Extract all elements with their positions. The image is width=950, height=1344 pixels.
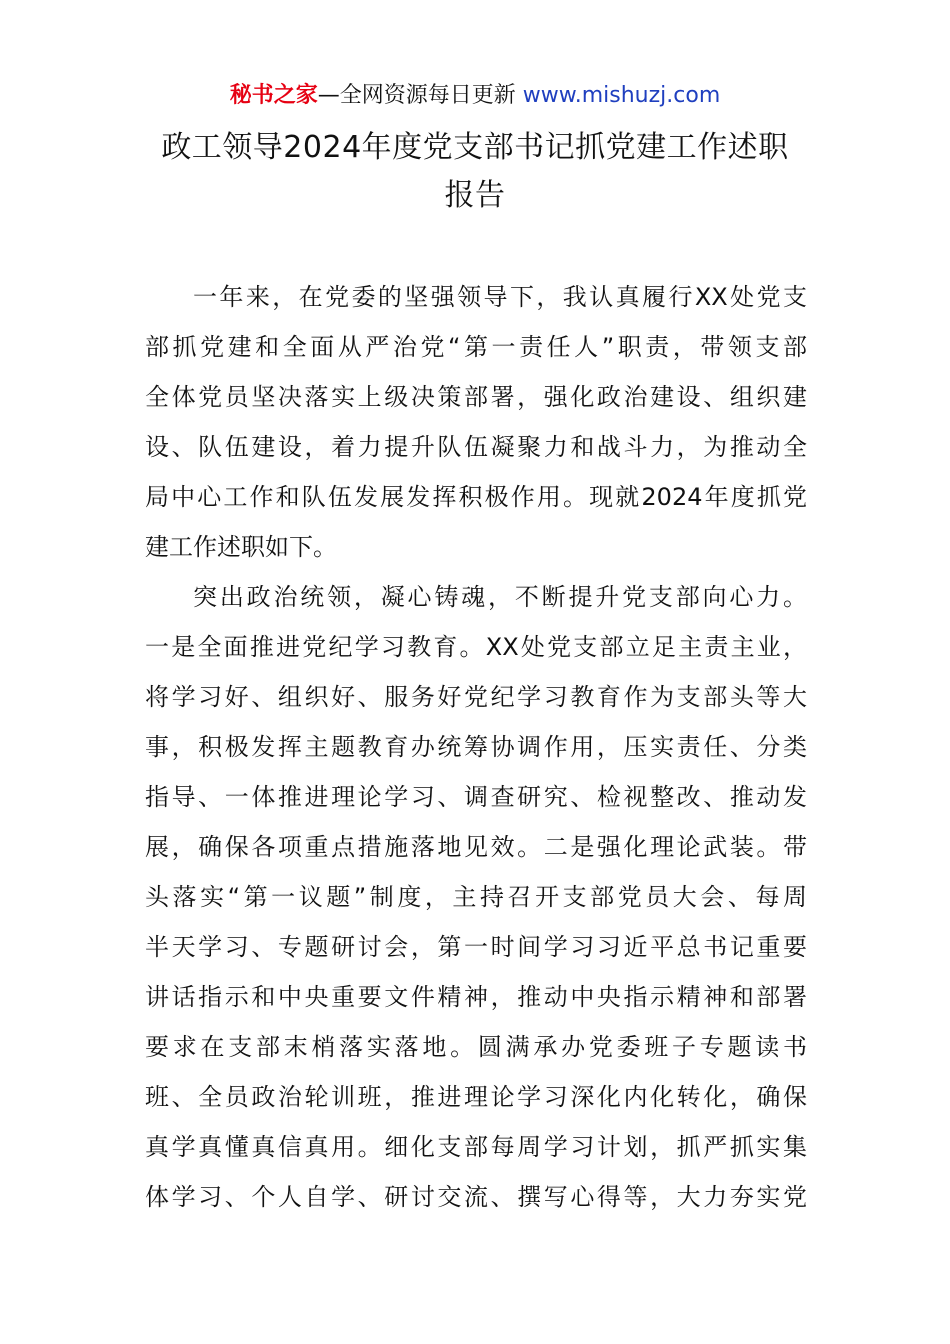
brand-name: 秘书之家 [229, 83, 318, 108]
site-url-link[interactable]: www.mishuzj.com [522, 83, 721, 108]
body-line: 半天学习、专题研讨会，第一时间学习习近平总书记重要 [145, 933, 807, 961]
body-line: 将学习好、组织好、服务好党纪学习教育作为支部头等大 [145, 683, 807, 711]
body-line: 部抓党建和全面从严治党“第一责任人”职责，带领支部 [145, 333, 807, 361]
body-line: 设、队伍建设，着力提升队伍凝聚力和战斗力，为推动全 [145, 433, 807, 461]
body-line: 突出政治统领，凝心铸魂，不断提升党支部向心力。 [193, 583, 807, 611]
body-line: 局中心工作和队伍发展发挥积极作用。现就2024年度抓党 [145, 483, 807, 511]
site-header [0, 80, 950, 112]
body-line: 班、全员政治轮训班，推进理论学习深化内化转化，确保 [145, 1083, 807, 1111]
body-line: 一是全面推进党纪学习教育。XX处党支部立足主责主业， [145, 633, 807, 661]
body-line: 事，积极发挥主题教育办统筹协调作用，压实责任、分类 [145, 733, 807, 761]
body-line: 指导、一体推进理论学习、调查研究、检视整改、推动发 [145, 783, 807, 811]
body-line: 体学习、个人自学、研讨交流、撰写心得等，大力夯实党 [145, 1183, 807, 1211]
document-title [120, 124, 830, 220]
title-line-1: 政工领导2024年度党支部书记抓党建工作述职 [161, 130, 789, 165]
header-slogan: —全网资源每日更新 [317, 83, 523, 108]
body-line: 建工作述职如下。 [145, 533, 337, 561]
title-line-2: 报告 [444, 178, 506, 213]
body-line: 要求在支部末梢落实落地。圆满承办党委班子专题读书 [145, 1033, 807, 1061]
body-line: 真学真懂真信真用。细化支部每周学习计划，抓严抓实集 [145, 1133, 807, 1161]
body-line: 展，确保各项重点措施落地见效。二是强化理论武装。带 [145, 833, 807, 861]
document-body [145, 272, 807, 1222]
body-line: 全体党员坚决落实上级决策部署，强化政治建设、组织建 [145, 383, 807, 411]
body-line: 头落实“第一议题”制度，主持召开支部党员大会、每周 [145, 883, 807, 911]
body-line: 一年来，在党委的坚强领导下，我认真履行XX处党支 [193, 283, 807, 311]
body-line: 讲话指示和中央重要文件精神，推动中央指示精神和部署 [145, 983, 807, 1011]
